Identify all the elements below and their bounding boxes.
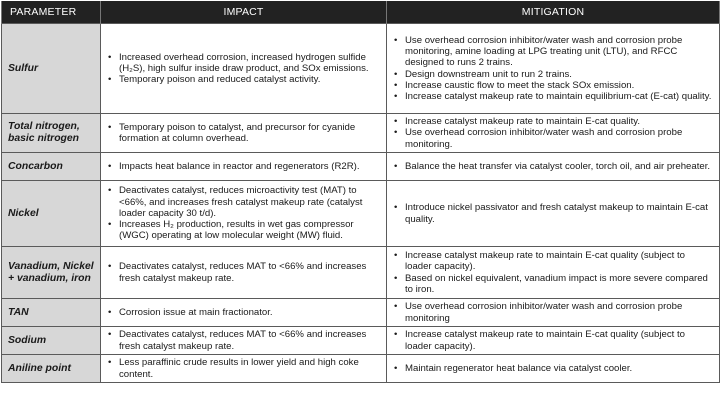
mitigation-cell [387, 181, 720, 247]
impact-list [105, 161, 380, 172]
list-item: • Increased overhead corrosion, increased hydrogen sulfide (H₂S), high sulfur inside draw product, and SOx emissions. [105, 52, 380, 74]
mitigation-cell [387, 355, 720, 383]
mitigation-list [391, 116, 713, 150]
parameter-cell: Aniline point [2, 355, 101, 383]
list-item: • Deactivates catalyst, reduces microactivity test (MAT) to <66%, and increases fresh catalyst makeup rate (catalyst loader capacity 30 t/d). [105, 185, 380, 219]
header-mitigation: MITIGATION [387, 1, 720, 24]
mitigation-list [391, 329, 713, 351]
list-item: • Deactivates catalyst, reduces MAT to <66% and increases fresh catalyst makeup rate. [105, 329, 380, 351]
impact-cell [101, 327, 387, 355]
list-item: • Use overhead corrosion inhibitor/water wash and corrosion probe monitoring, amine loading at LPG treating unit (LTU), and RFCC designed to runs 2 trains. [391, 35, 713, 69]
list-item: • Deactivates catalyst, reduces MAT to <66% and increases fresh catalyst makeup rate. [105, 261, 380, 283]
impact-cell [101, 299, 387, 327]
list-item: • Increase catalyst makeup rate to maintain E-cat quality. [391, 116, 713, 127]
parameter-cell: Total nitrogen, basic nitrogen [2, 114, 101, 153]
feed-impact-table [1, 1, 720, 383]
impact-list [105, 357, 380, 379]
impact-cell [101, 181, 387, 247]
list-item: • Based on nickel equivalent, vanadium impact is more severe compared to iron. [391, 273, 713, 295]
list-item: • Increase catalyst makeup rate to maintain E-cat quality (subject to loader capacity). [391, 329, 713, 351]
list-item: • Increases H₂ production, results in wet gas compressor (WGC) operating at low molecular weight (MW) fluid. [105, 219, 380, 241]
impact-cell [101, 355, 387, 383]
list-item: • Increase catalyst makeup rate to maintain E-cat quality (subject to loader capacity). [391, 250, 713, 272]
mitigation-cell [387, 24, 720, 114]
list-item: • Less paraffinic crude results in lower yield and high coke content. [105, 357, 380, 379]
impact-list [105, 185, 380, 241]
impact-list [105, 261, 380, 283]
table-row [2, 114, 720, 153]
mitigation-list [391, 250, 713, 295]
parameter-cell: TAN [2, 299, 101, 327]
mitigation-list [391, 35, 713, 102]
impact-cell [101, 24, 387, 114]
list-item: • Maintain regenerator heat balance via catalyst cooler. [391, 363, 713, 374]
list-item: • Increase catalyst makeup rate to maintain equilibrium-cat (E-cat) quality. [391, 91, 713, 102]
table-row [2, 299, 720, 327]
impact-list [105, 52, 380, 86]
header-row [2, 1, 720, 24]
table-row [2, 355, 720, 383]
table-row [2, 24, 720, 114]
list-item: • Balance the heat transfer via catalyst cooler, torch oil, and air preheater. [391, 161, 713, 172]
list-item: • Introduce nickel passivator and fresh catalyst makeup to maintain E-cat quality. [391, 202, 713, 224]
list-item: • Design downstream unit to run 2 trains. [391, 69, 713, 80]
mitigation-list [391, 161, 713, 172]
header-impact: IMPACT [101, 1, 387, 24]
parameter-cell: Nickel [2, 181, 101, 247]
mitigation-cell [387, 327, 720, 355]
mitigation-list [391, 363, 713, 374]
impact-list [105, 122, 380, 144]
table-row [2, 153, 720, 181]
parameter-cell: Vanadium, Nickel + vanadium, iron [2, 247, 101, 299]
list-item: • Increase caustic flow to meet the stack SOx emission. [391, 80, 713, 91]
parameter-cell: Sulfur [2, 24, 101, 114]
list-item: • Use overhead corrosion inhibitor/water wash and corrosion probe monitoring. [391, 127, 713, 149]
parameter-cell: Concarbon [2, 153, 101, 181]
header-parameter: PARAMETER [2, 1, 101, 24]
impact-cell [101, 114, 387, 153]
mitigation-cell [387, 114, 720, 153]
list-item: • Temporary poison and reduced catalyst activity. [105, 74, 380, 85]
parameter-cell: Sodium [2, 327, 101, 355]
mitigation-cell [387, 247, 720, 299]
table-row [2, 181, 720, 247]
list-item: • Impacts heat balance in reactor and regenerators (R2R). [105, 161, 380, 172]
mitigation-cell [387, 153, 720, 181]
impact-list [105, 329, 380, 351]
list-item: • Corrosion issue at main fractionator. [105, 307, 380, 318]
mitigation-list [391, 202, 713, 224]
impact-cell [101, 153, 387, 181]
table-row [2, 247, 720, 299]
mitigation-cell [387, 299, 720, 327]
table-row [2, 327, 720, 355]
mitigation-list [391, 301, 713, 323]
list-item: • Use overhead corrosion inhibitor/water wash and corrosion probe monitoring [391, 301, 713, 323]
impact-cell [101, 247, 387, 299]
list-item: • Temporary poison to catalyst, and precursor for cyanide formation at column overhead. [105, 122, 380, 144]
impact-list [105, 307, 380, 318]
